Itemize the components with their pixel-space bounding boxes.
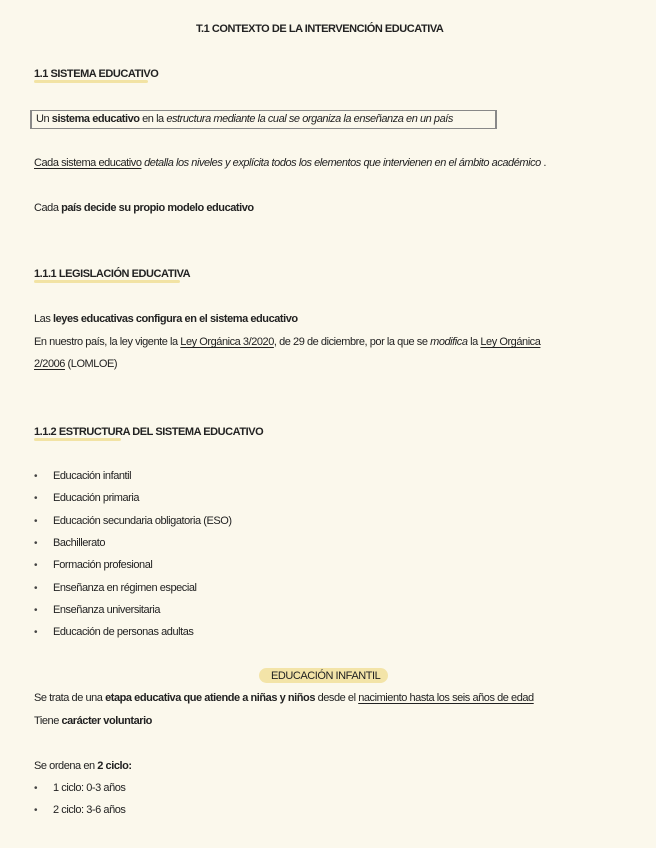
infantil-heading: EDUCACIÓN INFANTIL (271, 670, 381, 682)
detail-sentence: Cada sistema educativo detalla los niveles y explícita todos los elementos que intervienen en el ámbito académico . (34, 157, 547, 169)
character-sentence: Tiene carácter voluntario (34, 715, 152, 727)
list-item: Educación de personas adultas (53, 626, 194, 638)
heading-highlight (34, 438, 121, 441)
infantil-sentence: Se trata de una etapa educativa que atiende a niñas y niños desde el nacimiento hasta los seis años de edad (34, 692, 534, 704)
document-title: T.1 CONTEXTO DE LA INTERVENCIÓN EDUCATIVA (196, 23, 444, 35)
country-sentence: Cada país decide su propio modelo educativo (34, 202, 254, 214)
heading-highlight (34, 280, 180, 283)
list-bullet: • (34, 516, 38, 527)
list-bullet: • (34, 805, 38, 816)
list-item: Enseñanza universitaria (53, 604, 161, 616)
list-bullet: • (34, 538, 38, 549)
list-item: Formación profesional (53, 559, 153, 571)
section-heading-1-1: 1.1 SISTEMA EDUCATIVO (34, 68, 159, 80)
section-heading-1-1-1: 1.1.1 LEGISLACIÓN EDUCATIVA (34, 268, 191, 280)
list-item: 2 ciclo: 3-6 años (53, 804, 126, 816)
definition-sentence: Un sistema educativo en la estructura mediante la cual se organiza la enseñanza en un país (36, 113, 453, 125)
law-text-line-2: 2/2006 (LOMLOE) (34, 358, 118, 370)
list-bullet: • (34, 471, 38, 482)
list-item: 1 ciclo: 0-3 años (53, 782, 126, 794)
list-bullet: • (34, 493, 38, 504)
laws-sentence: Las leyes educativas configura en el sistema educativo (34, 313, 298, 325)
heading-highlight (34, 80, 148, 83)
list-bullet: • (34, 783, 38, 794)
cycles-sentence: Se ordena en 2 ciclo: (34, 760, 132, 772)
list-item: Educación primaria (53, 492, 140, 504)
list-bullet: • (34, 605, 38, 616)
section-heading-1-1-2: 1.1.2 ESTRUCTURA DEL SISTEMA EDUCATIVO (34, 426, 264, 438)
list-item: Educación secundaria obligatoria (ESO) (53, 515, 232, 527)
law-text-line-1: En nuestro país, la ley vigente la Ley Orgánica 3/2020, de 29 de diciembre, por la que se modifica la Ley Orgánica (34, 336, 541, 348)
list-bullet: • (34, 560, 38, 571)
list-bullet: • (34, 627, 38, 638)
list-item: Enseñanza en régimen especial (53, 582, 197, 594)
list-bullet: • (34, 583, 38, 594)
list-item: Educación infantil (53, 470, 132, 482)
list-item: Bachillerato (53, 537, 106, 549)
